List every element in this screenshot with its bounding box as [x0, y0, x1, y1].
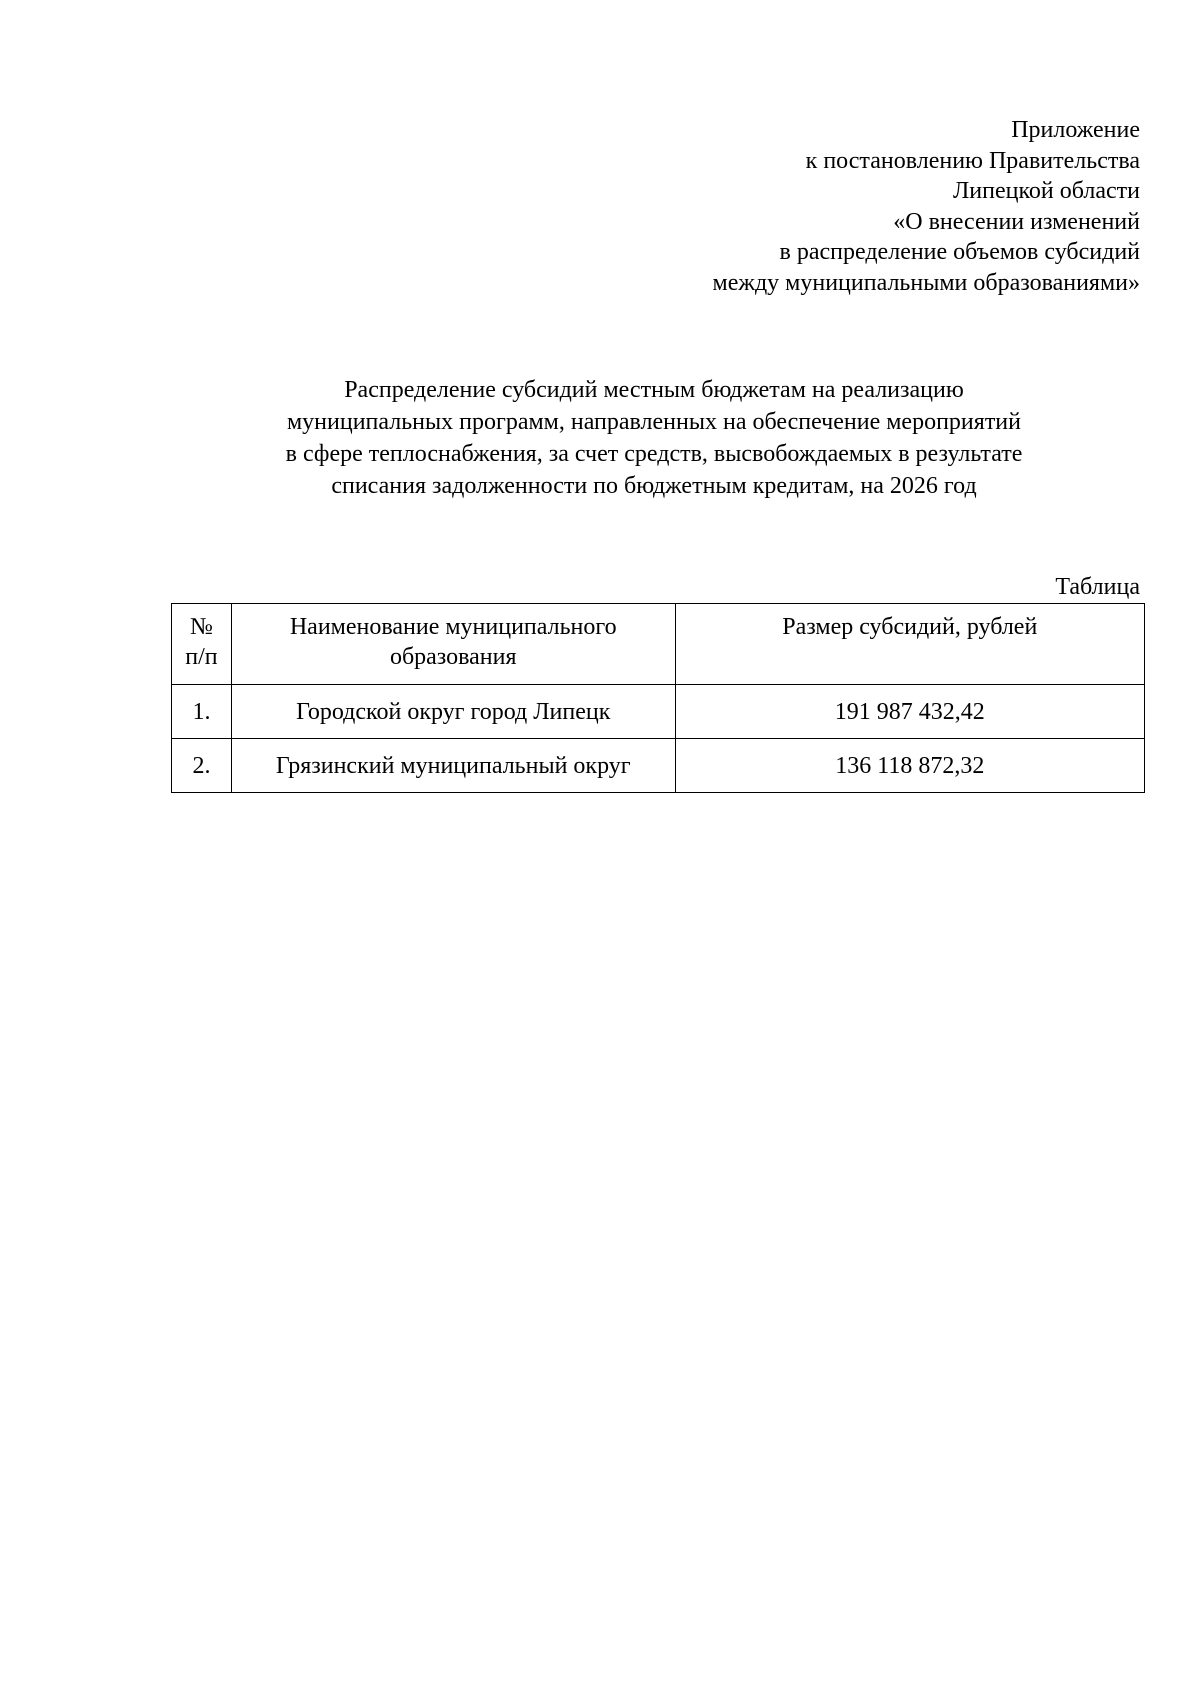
subsidies-table	[171, 603, 1145, 793]
header-amount: Размер субсидий, рублей	[675, 604, 1144, 685]
row-amount: 191 987 432,42	[675, 685, 1144, 739]
row-amount: 136 118 872,32	[675, 739, 1144, 793]
appendix-header	[713, 115, 1140, 298]
table-header-row	[172, 604, 1145, 685]
appendix-line: между муниципальными образованиями»	[712, 269, 1140, 296]
row-number: 2.	[172, 739, 232, 793]
header-name	[231, 604, 675, 685]
appendix-line: к постановлению Правительства	[805, 147, 1140, 174]
title-line: Распределение субсидий местным бюджетам на реализацию	[344, 377, 964, 403]
title-line: муниципальных программ, направленных на обеспечение мероприятий	[286, 409, 1021, 435]
header-number-line: №	[190, 614, 213, 640]
table-row	[172, 685, 1145, 739]
title-line: списания задолженности по бюджетным кредитам, на 2026 год	[331, 473, 977, 499]
table-row	[172, 739, 1145, 793]
header-name-line: образования	[389, 644, 517, 670]
document-title	[172, 374, 1136, 502]
table-caption: Таблица	[1055, 574, 1140, 600]
appendix-line: Приложение	[1011, 117, 1140, 143]
header-number	[172, 604, 232, 685]
appendix-line: «О внесении изменений	[893, 208, 1140, 235]
row-name: Городской округ город Липецк	[231, 685, 675, 739]
header-number-line: п/п	[185, 644, 218, 670]
header-name-line: Наименование муниципального	[289, 614, 617, 640]
appendix-line: в распределение объемов субсидий	[779, 239, 1140, 265]
appendix-line: Липецкой области	[953, 178, 1140, 204]
title-line: в сфере теплоснабжения, за счет средств, высвобождаемых в результате	[285, 441, 1023, 467]
row-number: 1.	[172, 685, 232, 739]
row-name: Грязинский муниципальный округ	[231, 739, 675, 793]
